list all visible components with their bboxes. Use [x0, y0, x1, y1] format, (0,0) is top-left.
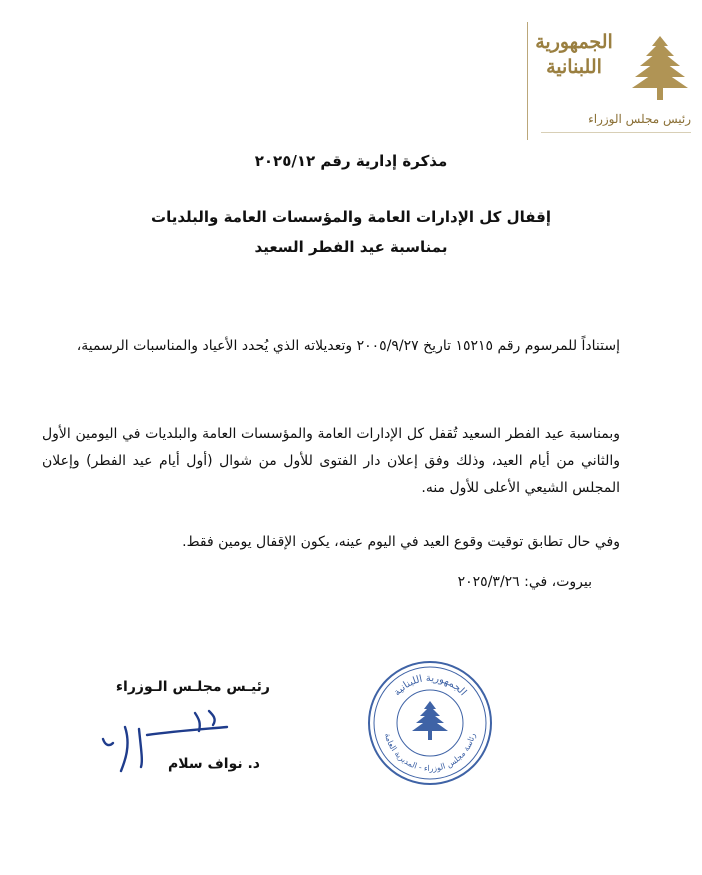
- letterhead-divider: [527, 22, 528, 140]
- date-line: بيروت، في: ٢٠٢٥/٣/٢٦: [457, 574, 592, 590]
- stamp-bottom-text: رئاسة مجلس الوزراء - المديرية العامة: [382, 732, 478, 774]
- letterhead: [527, 22, 697, 140]
- signatory-title: رئيـس مجلـس الـوزراء: [115, 679, 270, 695]
- signatory-name: د. نواف سلام: [167, 756, 260, 772]
- official-stamp: [366, 659, 494, 787]
- body-paragraph-1: إستناداً للمرسوم رقم ١٥٢١٥ تاريخ ٢٠٠٥/٩/٢٧ وتعديلاته الذي يُحدد الأعياد والمناسبات الرسمية،: [76, 338, 620, 354]
- stamp-top-text: الجمهورية اللبنانية: [391, 672, 469, 699]
- memo-subject-line-1: إقفال كل الإدارات العامة والمؤسسات العامة والبلديات: [151, 208, 551, 226]
- letterhead-rule: [541, 132, 691, 133]
- body-paragraph-2: وبمناسبة عيد الفطر السعيد تُقفل كل الإدارات العامة والمؤسسات العامة والبلديات في اليومين الأول والثاني من أيام العيد، وذلك وفق إعلان دار الفتوى للأول من شوال (أول أيام عيد الفطر) وإعلان المجلس الشيعي الأعلى للأول منه.: [42, 426, 620, 496]
- cedar-tree-icon: [630, 32, 690, 102]
- letterhead-republic-title: الجمهورية اللبنانية: [535, 31, 613, 78]
- body-paragraph-3: وفي حال تطابق توقيت وقوع العيد في اليوم عينه، يكون الإقفال يومين فقط.: [182, 534, 620, 550]
- memo-title: مذكرة إدارية رقم ٢٠٢٥/١٢: [254, 152, 448, 170]
- letterhead-office: رئيس مجلس الوزراء: [588, 112, 691, 126]
- memo-subject-line-2: بمناسبة عيد الفطر السعيد: [254, 238, 448, 256]
- stamp-cedar-icon: [412, 701, 448, 740]
